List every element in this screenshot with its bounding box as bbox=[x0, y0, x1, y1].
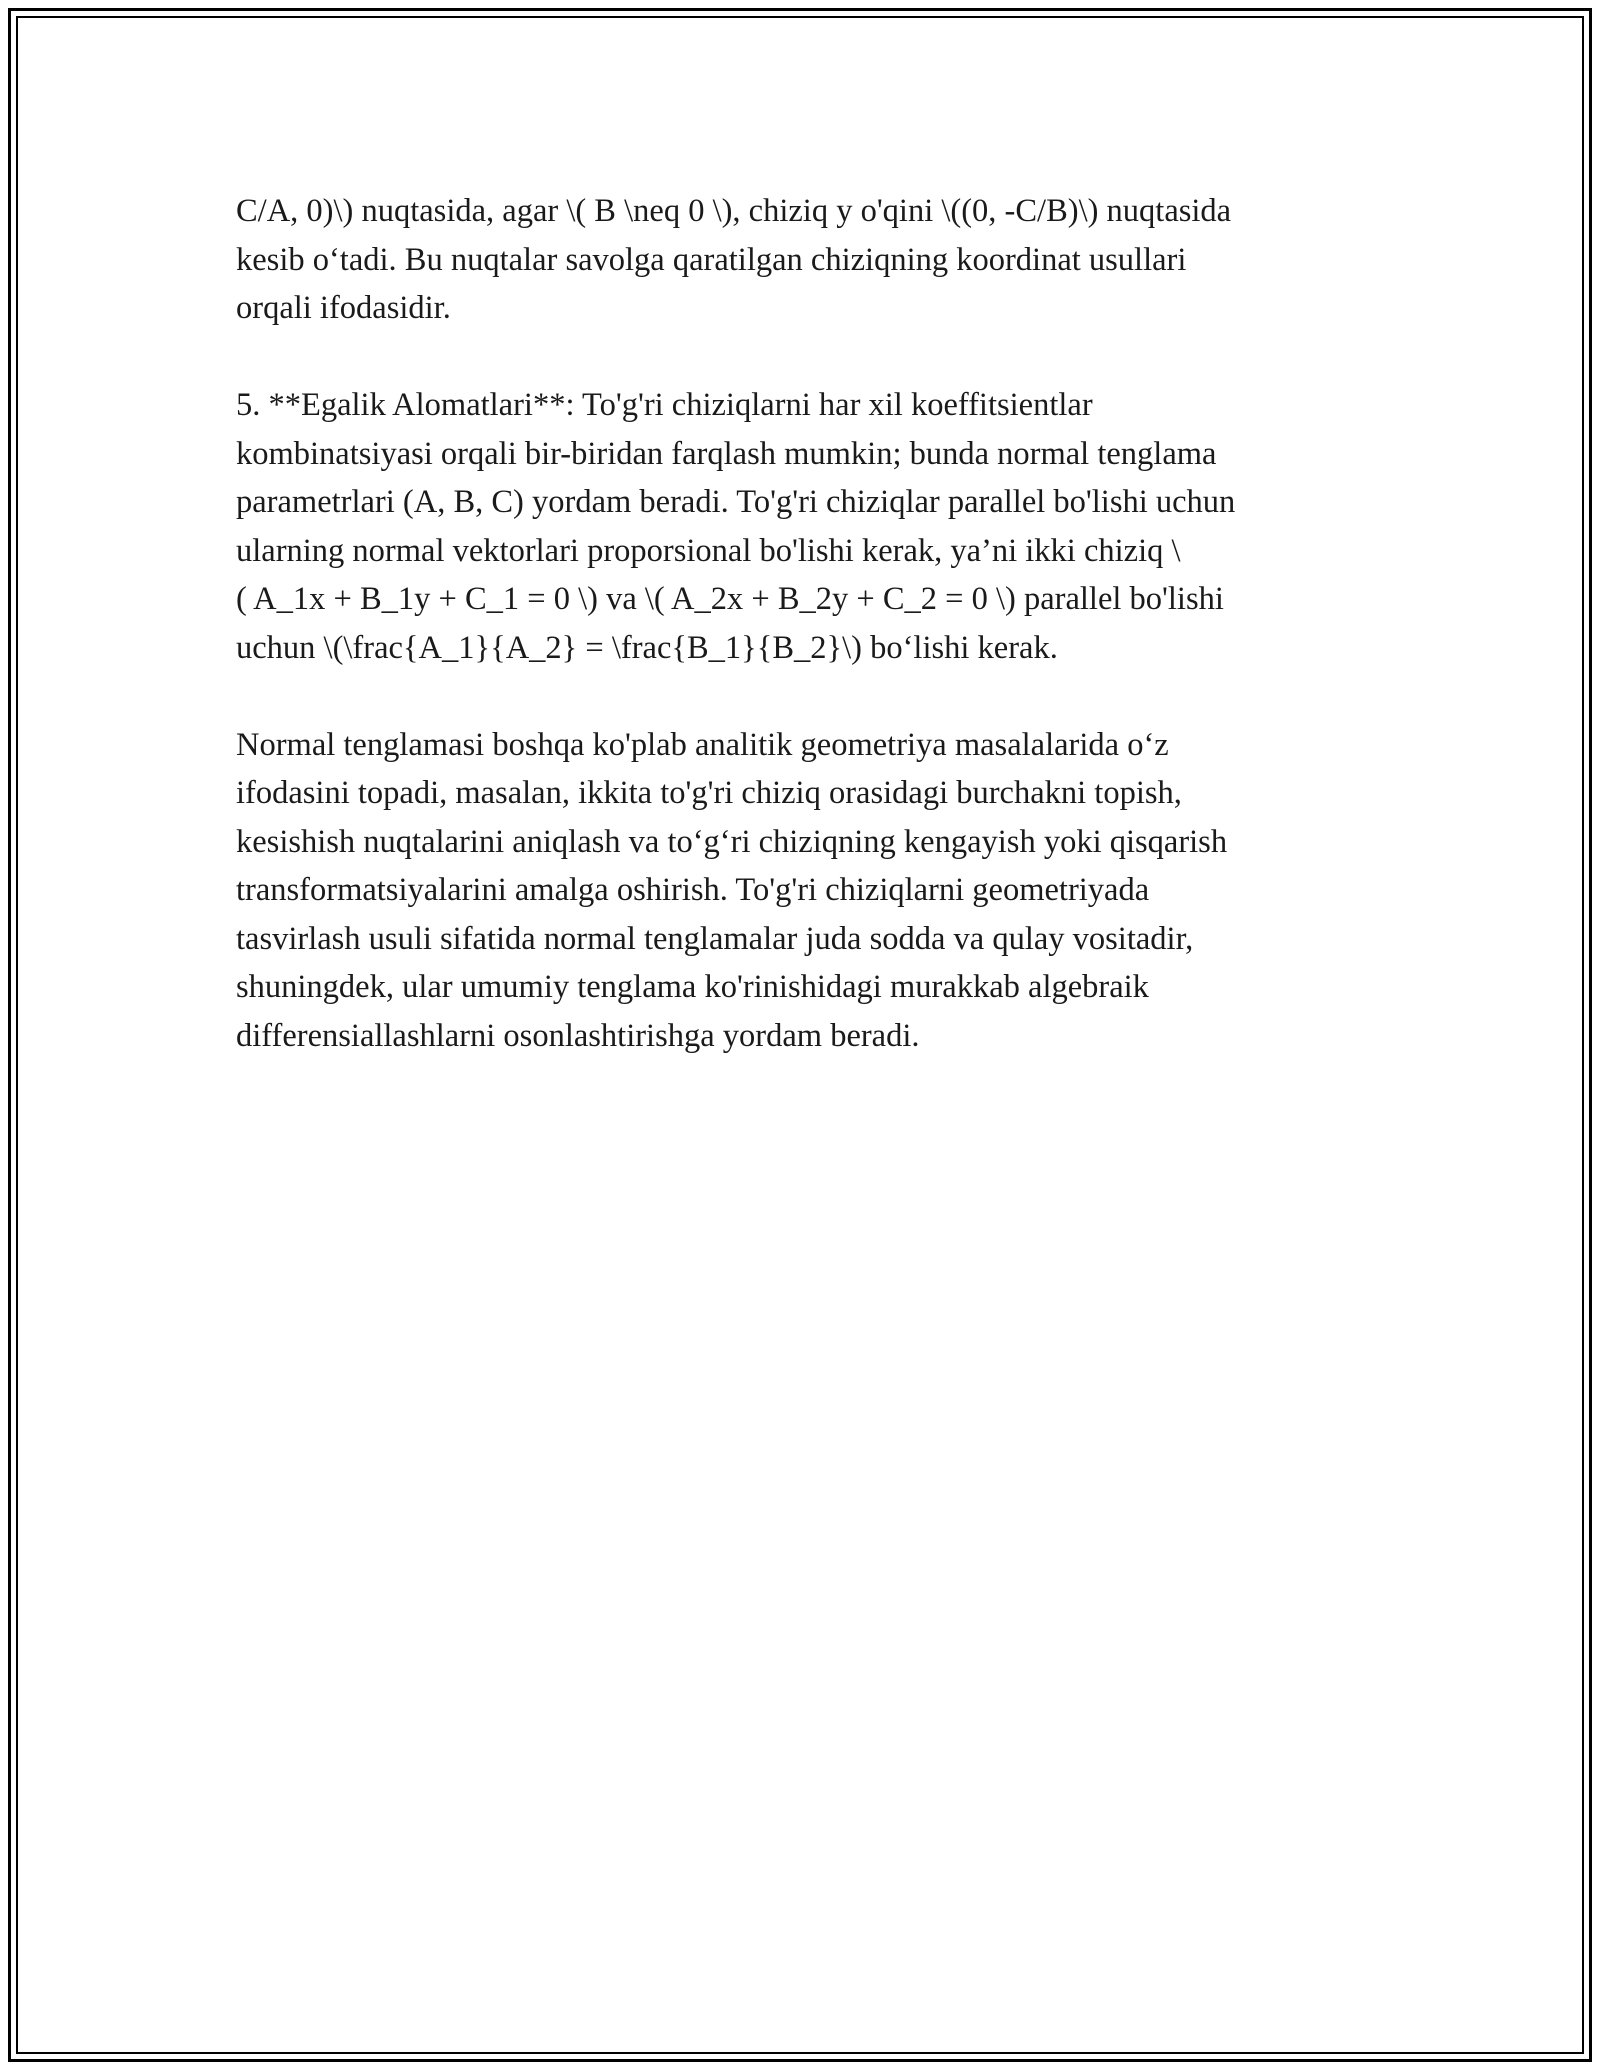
paragraph-intersection-points: C/A, 0)\) nuqtasida, agar \( B \neq 0 \), chiziq y o'qini \((0, -C/B)\) nuqtasida kesib o‘tadi. Bu nuqtalar savolga qaratilgan chiziqning koordinat usullari orqali ifodasidir. bbox=[236, 193, 1232, 326]
document-body bbox=[236, 187, 1386, 1060]
paragraph-normal-equation-usage: Normal tenglamasi boshqa ko'plab analitik geometriya masalalarida o‘z ifodasini topadi, masalan, ikkita to'g'ri chiziq orasidagi burchakni topish, kesishish nuqtalarini aniqlash va to‘g‘ri chiziqning kengayish yoki qisqarish transformatsiyalarini amalga oshirish. To'g'ri chiziqlarni geometriyada tasvirlash usuli sifatida normal tenglamalar juda sodda va qulay vositadir, shuningdek, ular umumiy tenglama ko'rinishidagi murakkab algebraik differensiallashlarni osonlashtirishga yordam beradi. bbox=[236, 726, 1228, 1054]
paragraph-egalik-alomatlari: 5. **Egalik Alomatlari**: To'g'ri chiziqlarni har xil koeffitsientlar kombinatsiyasi orqali bir-biridan farqlash mumkin; bunda normal tenglama parametrlari (A, B, C) yordam beradi. To'g'ri chiziqlar parallel bo'lishi uchun ularning normal vektorlari proporsional bo'lishi kerak, ya’ni ikki chiziq \ ( A_1x + B_1y + C_1 = 0 \) va \( A_2x + B_2y + C_2 = 0 \) parallel bo'lishi uchun \(\frac{A_1}{A_2} = \frac{B_1}{B_2}\) bo‘lishi kerak. bbox=[236, 387, 1236, 666]
